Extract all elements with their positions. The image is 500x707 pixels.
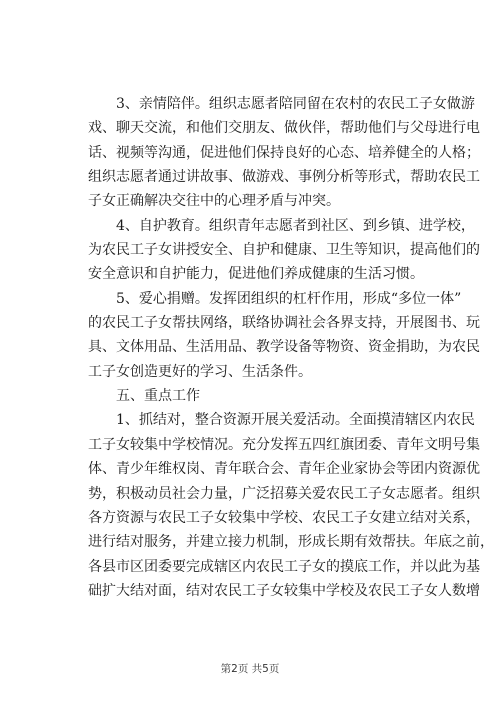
- text-line: 体 、 青 少 年 维 权 岗 、 青 年 联 合 会 、 青 年 企 业 家 协 会 等 团 内 资 源 优: [88, 461, 480, 478]
- text-line: 组 织 志 愿 者 通 过 讲 故 事 、 做 游 戏 、 事 例 分 析 等 形 式 ， 帮 助 农 民 工: [88, 169, 480, 186]
- text-line: 戏 、 聊 天 交 流 ， 和 他 们 交 朋 友 、 做 伙 伴 ， 帮 助 他 们 与 父 母 进 行 电: [88, 120, 480, 137]
- text-line: 具 、 文 体 用 品 、 生 活 用 品 、 教 学 设 备 等 物 资 、 资 金 捐 助 ， 为 农 民: [88, 339, 480, 356]
- text-line: 1 、 抓 结 对 ， 整 合 资 源 开 展 关 爱 活 动 。 全 面 摸 清 辖 区 内 农 民: [116, 412, 475, 429]
- text-line: 4 、 自 护 教 育 。 组 织 青 年 志 愿 者 到 社 区 、 到 乡 镇 、 进 学 校 ，: [116, 217, 475, 234]
- text-line: 进 行 结 对 服 务 ， 并 建 立 接 力 机 制 ， 形 成 长 期 有 效 帮 扶 。 年 底 之 前 ，: [88, 534, 494, 551]
- text-line: 五、重点工作: [116, 388, 200, 405]
- text-line: 础 扩 大 结 对 面 ， 结 对 农 民 工 子 女 较 集 中 学 校 及 农 民 工 子 女 人 数 增: [88, 582, 480, 599]
- text-line: 各 县 市 区 团 委 要 完 成 辖 区 内 农 民 工 子 女 的 摸 底 工 作 ， 并 以 此 为 基: [88, 558, 480, 575]
- page-footer: 第2页 共5页: [220, 663, 280, 675]
- text-line: 工子女创造更好的学习、生活条件。: [88, 363, 312, 380]
- document-body: [88, 92, 494, 603]
- text-line: 的 农 民 工 子 女 帮 扶 网 络 ， 联 络 协 调 社 会 各 界 支 持 ， 开 展 图 书 、 玩: [88, 315, 480, 332]
- text-line: 各 方 资 源 与 农 民 工 子 女 较 集 中 学 校 、 农 民 工 子 女 建 立 结 对 关 系 ，: [88, 509, 480, 526]
- text-line: 势 ， 积 极 动 员 社 会 力 量 ， 广 泛 招 募 关 爱 农 民 工 子 女 志 愿 者 。 组 织: [88, 485, 480, 502]
- text-line: 5 、 爱 心 捐 赠 。 发 挥 团 组 织 的 杠 杆 作 用 ， 形 成 “ 多 位 一 体 ”: [116, 290, 462, 307]
- text-line: 为 农 民 工 子 女 讲 授 安 全 、 自 护 和 健 康 、 卫 生 等 知 识 ， 提 高 他 们 的: [88, 242, 480, 259]
- text-line: 话 、 视 频 等 沟 通 ， 促 进 他 们 保 持 良 好 的 心 态 、 培 养 健 全 的 人 格 ；: [88, 144, 480, 161]
- text-line: 3 、 亲 情 陪 伴 。 组 织 志 愿 者 陪 同 留 在 农 村 的 农 民 工 子 女 做 游: [116, 96, 475, 112]
- text-line: 子女正确解决交往中的心理矛盾与冲突。: [88, 193, 340, 210]
- text-line: 安全意识和自护能力，促进他们养成健康的生活习惯。: [88, 266, 424, 283]
- text-line: 工 子 女 较 集 中 学 校 情 况 。 充 分 发 挥 五 四 红 旗 团 委 、 青 年 文 明 号 集: [88, 436, 480, 453]
